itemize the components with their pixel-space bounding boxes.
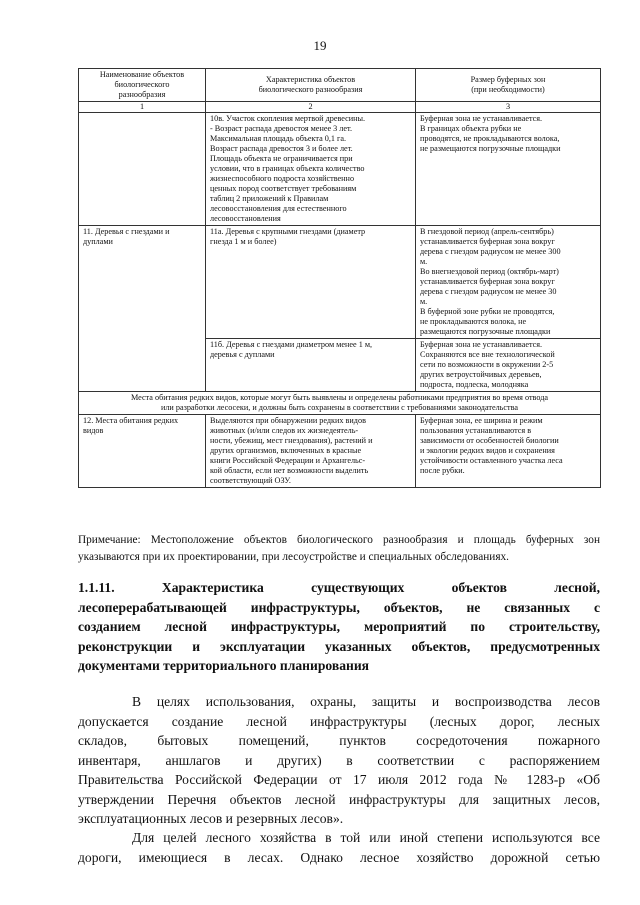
cell-line: видов [83, 426, 104, 435]
paragraph-2 [78, 828, 600, 867]
row2-name [79, 226, 206, 392]
cell-line: (при необходимости) [471, 85, 545, 94]
cell-line: книги Российской Федерации и Архангельс- [210, 456, 366, 465]
row4-characteristic [206, 415, 416, 488]
cell-line: подроста, подлеска, молодняка [420, 380, 529, 389]
cell-line: Буферная зона не устанавливается. [420, 340, 543, 349]
row4-name [79, 415, 206, 488]
text-line: реконструкции и эксплуатации указанных объектов, предусмотренных [78, 638, 600, 654]
text-line: утверждении Перечня объектов лесной инфраструктуры для защитных лесов, [78, 791, 600, 807]
table-note: Примечание: Местоположение объектов биологического разнообразия и площадь буферных зон указываются при их проектировании, при лесоустройстве и специальных обследованиях. [78, 534, 600, 563]
cell-line: Возраст распада древостоя 3 и более лет. [210, 144, 353, 153]
page-number: 19 [313, 38, 327, 53]
row3-buffer [416, 339, 601, 392]
cell-line: 11б. Деревья с гнездами диаметром менее 1 м, [210, 340, 373, 349]
cell-line: деревья с дуплами [210, 350, 275, 359]
cell-line: 10в. Участок скопления мертвой древесины. [210, 114, 366, 123]
header-col2 [206, 69, 416, 102]
section-heading [78, 578, 600, 676]
column-number-row [79, 102, 601, 113]
cell-line: гнезда 1 м и более) [210, 237, 277, 246]
cell-line: проводятся, не прокладываются волока, [420, 134, 560, 143]
cell-line: животных (и/или следов их жизнедеятель- [210, 426, 359, 435]
cell-line: м. [420, 297, 428, 306]
cell-line: Выделяются при обнаружении редких видов [210, 416, 366, 425]
header-col1 [79, 69, 206, 102]
cell-line: кой области, если нет возможности выделить [210, 466, 369, 475]
cell-line: устанавливается буферная зона вокруг [420, 237, 555, 246]
cell-line: - Возраст распада древостоя менее 3 лет. [210, 124, 353, 133]
cell-line: зависимости от особенностей биологии [420, 436, 559, 445]
cell-line: и экологии редких видов и сохранения [420, 446, 555, 455]
cell-line: не прокладываются волока, не [420, 317, 527, 326]
cell-line: Размер буферных зон [470, 75, 546, 84]
cell-line: Сохраняются все вне технологической [420, 350, 555, 359]
cell-line: устойчивости оставленного участка леса [420, 456, 563, 465]
cell-line: ценных пород соответствует требованиям [210, 184, 357, 193]
cell-line: таблиц 2 приложений к Правилам [210, 194, 329, 203]
row2-characteristic [206, 226, 416, 339]
paragraph-1 [78, 692, 600, 829]
row4-buffer [416, 415, 601, 488]
table-row [79, 226, 601, 339]
cell-line: лесовосстановления [210, 214, 281, 223]
text-line: инвентаря, аншлагов и других) в соответствии с распоряжением [78, 752, 600, 768]
text-line: 1.1.11. Характеристика существующих объектов лесной, [78, 580, 600, 595]
text-line: созданием лесной инфраструктуры, мероприятий по строительству, [78, 619, 600, 634]
cell-line: Площадь объекта не ограничивается при [210, 154, 353, 163]
cell-line: дуплами [83, 237, 113, 246]
cell-line: сети по возможности в окружении 2-5 [420, 360, 554, 369]
cell-line: 11. Деревья с гнездами и [83, 227, 170, 236]
col-number-2: 2 [206, 102, 416, 113]
row1-characteristic [206, 113, 416, 226]
cell-line: разнообразия [118, 90, 166, 99]
row1-name [79, 113, 206, 226]
cell-line: других ветроустойчивых деревьев, [420, 370, 542, 379]
cell-line: биологического разнообразия [258, 85, 363, 94]
cell-line: Максимальная площадь объекта 0,1 га. [210, 134, 347, 143]
cell-line: устанавливается буферная зона вокруг [420, 277, 555, 286]
row3-characteristic [206, 339, 416, 392]
cell-line: Буферная зона не устанавливается. [420, 114, 543, 123]
cell-line: Места обитания редких видов, которые могут быть выявлены и определены работниками предприятия во время отвода [130, 393, 548, 402]
cell-line: Наименование объектов [99, 70, 185, 79]
cell-line: В гнездовой период (апрель-сентябрь) [420, 227, 554, 236]
cell-line: ности, убежищ, мест гнездования), растений и [210, 436, 373, 445]
cell-line: Характеристика объектов [265, 75, 356, 84]
cell-line: жизнеспособного подроста хозяйственно [210, 174, 355, 183]
table-header-row [79, 69, 601, 102]
cell-line: В буферной зоне рубки не проводятся, [420, 307, 555, 316]
table-row [79, 415, 601, 488]
col-number-3: 3 [416, 102, 601, 113]
text-line: складов, бытовых помещений, пунктов сосредоточения пожарного [78, 733, 600, 748]
cell-line: 11а. Деревья с крупными гнездами (диаметр [210, 227, 366, 236]
row2-buffer [416, 226, 601, 339]
cell-line: Во внегнездовой период (октябрь-март) [420, 267, 559, 276]
cell-line: В границах объекта рубки не [420, 124, 522, 133]
cell-line: других организмов, включенных в красные [210, 446, 362, 455]
cell-line: дерева с гнездом радиусом не менее 30 [420, 287, 557, 296]
text-line: допускается создание лесной инфраструктуры (лесных дорог, лесных [78, 713, 600, 729]
cell-line: биологического [114, 80, 170, 89]
cell-line: или разработки лесосеки, и должны быть сохранены в соответствии с требованиями законодательства [160, 403, 519, 412]
cell-line: после рубки. [420, 466, 465, 475]
header-col3 [416, 69, 601, 102]
table-span-row [79, 392, 601, 415]
text-line: В целях использования, охраны, защиты и воспроизводства лесов [132, 694, 600, 709]
text-line: эксплуатационных лесов и резервных лесов». [78, 811, 344, 826]
cell-line: дерева с гнездом радиусом не менее 300 [420, 247, 561, 256]
biodiversity-table [78, 68, 601, 488]
cell-line: условии, что в границах объекта количество [210, 164, 365, 173]
text-line: лесоперерабатывающей инфраструктуры, объектов, не связанных с [78, 599, 600, 615]
col-number-1: 1 [79, 102, 206, 113]
text-line: документами территориального планирования [78, 658, 370, 673]
row1-buffer [416, 113, 601, 226]
rare-species-note [79, 392, 601, 415]
cell-line: не размещаются погрузочные площадки [420, 144, 561, 153]
cell-line: Буферная зона, ее ширина и режим [420, 416, 543, 425]
text-line: дороги, имеющиеся в лесах. Однако лесное хозяйство дорожной сетью [78, 849, 600, 865]
cell-line: 12. Места обитания редких [83, 416, 179, 425]
cell-line: лесовосстановления для естественного [210, 204, 347, 213]
cell-line: м. [420, 257, 428, 266]
text-line: Правительства Российской Федерации от 17 июля 2012 года № 1283-р «Об [78, 772, 600, 787]
table-row [79, 113, 601, 226]
cell-line: размещаются погрузочные площадки [420, 327, 551, 336]
text-line: Для целей лесного хозяйства в той или иной степени используются все [132, 830, 600, 845]
cell-line: пользования устанавливаются в [420, 426, 532, 435]
cell-line: соответствующий ОЗУ. [210, 476, 291, 485]
